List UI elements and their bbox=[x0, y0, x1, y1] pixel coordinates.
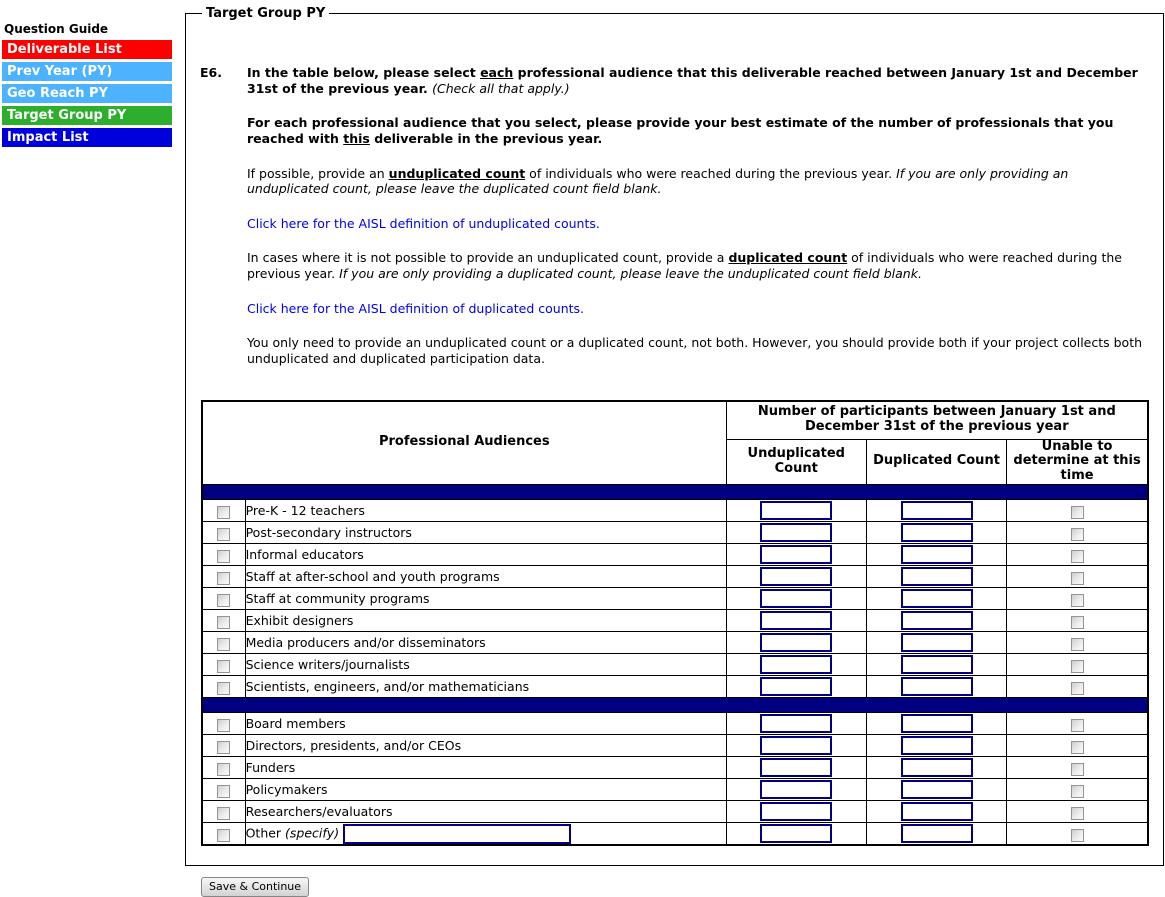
audience-label: Pre-K - 12 teachers bbox=[245, 500, 726, 522]
panel-legend: Target Group PY bbox=[206, 6, 326, 21]
col-header-unable-to-determine: Unable to determine at this time bbox=[1007, 439, 1148, 485]
audience-label: Funders bbox=[245, 757, 726, 779]
unduplicated-definition-link-row bbox=[247, 216, 1149, 232]
audience-select-checkbox[interactable] bbox=[217, 616, 230, 629]
table-row bbox=[202, 801, 1148, 823]
table-row-other bbox=[202, 823, 1148, 846]
duplicated-count-input[interactable] bbox=[901, 677, 973, 696]
question-paragraph-5: You only need to provide an unduplicated count or a duplicated count, not both. However, you should provide both if your project collects both unduplicated and duplicated participation data. bbox=[247, 335, 1143, 366]
unduplicated-count-input[interactable] bbox=[760, 736, 832, 755]
col-header-participants: Number of participants between January 1st and December 31st of the previous year bbox=[726, 401, 1148, 440]
duplicated-count-input[interactable] bbox=[901, 714, 973, 733]
duplicated-count-input[interactable] bbox=[901, 633, 973, 652]
other-label: Other bbox=[245, 825, 286, 841]
unduplicated-count-input[interactable] bbox=[760, 824, 832, 843]
unable-to-determine-checkbox[interactable] bbox=[1071, 785, 1084, 798]
duplicated-count-input[interactable] bbox=[901, 780, 973, 799]
audience-select-checkbox[interactable] bbox=[217, 719, 230, 732]
unable-to-determine-checkbox[interactable] bbox=[1071, 528, 1084, 541]
duplicated-count-input[interactable] bbox=[901, 802, 973, 821]
audience-select-checkbox[interactable] bbox=[217, 550, 230, 563]
audience-select-checkbox[interactable] bbox=[217, 638, 230, 651]
audience-select-checkbox[interactable] bbox=[217, 785, 230, 798]
table-row bbox=[202, 588, 1148, 610]
sidebar-title: Question Guide bbox=[4, 22, 109, 36]
audience-label: Policymakers bbox=[245, 779, 726, 801]
unduplicated-count-input[interactable] bbox=[760, 714, 832, 733]
unduplicated-count-input[interactable] bbox=[760, 802, 832, 821]
duplicated-count-input[interactable] bbox=[901, 545, 973, 564]
duplicated-count-input[interactable] bbox=[901, 824, 973, 843]
unable-to-determine-checkbox[interactable] bbox=[1071, 660, 1084, 673]
sidebar-item-deliverable-list[interactable]: Deliverable List bbox=[2, 40, 172, 59]
audience-select-checkbox[interactable] bbox=[217, 829, 230, 842]
audience-label: Science writers/journalists bbox=[245, 654, 726, 676]
unduplicated-count-input[interactable] bbox=[760, 633, 832, 652]
audience-label: Staff at after-school and youth programs bbox=[245, 566, 726, 588]
unduplicated-count-input[interactable] bbox=[760, 567, 832, 586]
audience-label: Exhibit designers bbox=[245, 610, 726, 632]
table-row bbox=[202, 544, 1148, 566]
sidebar-item-geo-reach-py[interactable]: Geo Reach PY bbox=[2, 84, 172, 103]
unduplicated-count-input[interactable] bbox=[760, 501, 832, 520]
sidebar-item-prev-year-py[interactable]: Prev Year (PY) bbox=[2, 62, 172, 81]
table-row bbox=[202, 632, 1148, 654]
target-group-py-panel bbox=[185, 6, 1164, 894]
table-header-row-1 bbox=[202, 401, 1148, 440]
question-number: E6. bbox=[200, 65, 222, 80]
unable-to-determine-checkbox[interactable] bbox=[1071, 829, 1084, 842]
sidebar-item-target-group-py[interactable]: Target Group PY bbox=[2, 106, 172, 125]
unable-to-determine-checkbox[interactable] bbox=[1071, 594, 1084, 607]
unable-to-determine-checkbox[interactable] bbox=[1071, 572, 1084, 585]
audience-select-checkbox[interactable] bbox=[217, 528, 230, 541]
unable-to-determine-checkbox[interactable] bbox=[1071, 506, 1084, 519]
table-row bbox=[202, 757, 1148, 779]
audience-select-checkbox[interactable] bbox=[217, 572, 230, 585]
audience-select-checkbox[interactable] bbox=[217, 506, 230, 519]
audience-label: Board members bbox=[245, 713, 726, 735]
unduplicated-count-input[interactable] bbox=[760, 677, 832, 696]
audience-label: Informal educators bbox=[245, 544, 726, 566]
duplicated-count-input[interactable] bbox=[901, 611, 973, 630]
col-header-unduplicated-count: Unduplicated Count bbox=[726, 439, 866, 485]
unduplicated-count-input[interactable] bbox=[760, 545, 832, 564]
unable-to-determine-checkbox[interactable] bbox=[1071, 763, 1084, 776]
audience-select-checkbox[interactable] bbox=[217, 741, 230, 754]
table-row bbox=[202, 779, 1148, 801]
duplicated-count-input[interactable] bbox=[901, 523, 973, 542]
duplicated-count-input[interactable] bbox=[901, 501, 973, 520]
table-row bbox=[202, 654, 1148, 676]
question-e6 bbox=[200, 65, 1149, 386]
question-paragraph-1: In the table below, please select each professional audience that this deliverable reached between January 1st and December 31st of the previous year. (Check all that apply.) bbox=[247, 65, 1138, 96]
audience-label: Staff at community programs bbox=[245, 588, 726, 610]
duplicated-count-input[interactable] bbox=[901, 589, 973, 608]
unable-to-determine-checkbox[interactable] bbox=[1071, 550, 1084, 563]
unduplicated-count-input[interactable] bbox=[760, 655, 832, 674]
audience-label: Directors, presidents, and/or CEOs bbox=[245, 735, 726, 757]
unable-to-determine-checkbox[interactable] bbox=[1071, 719, 1084, 732]
table-row bbox=[202, 735, 1148, 757]
unable-to-determine-checkbox[interactable] bbox=[1071, 616, 1084, 629]
audience-label: Scientists, engineers, and/or mathematicians bbox=[245, 676, 726, 698]
audience-select-checkbox[interactable] bbox=[217, 807, 230, 820]
question-paragraph-3: If possible, provide an unduplicated count of individuals who were reached during the previous year. If you are only providing an unduplicated count, please leave the duplicated count field blank. bbox=[247, 165, 1069, 197]
audience-label: Media producers and/or disseminators bbox=[245, 632, 726, 654]
unduplicated-definition-link[interactable]: Click here for the AISL definition of unduplicated counts. bbox=[247, 215, 600, 231]
other-specify-label: (specify) bbox=[285, 825, 340, 841]
unduplicated-count-input[interactable] bbox=[760, 523, 832, 542]
audience-label: Post-secondary instructors bbox=[245, 522, 726, 544]
duplicated-definition-link[interactable]: Click here for the AISL definition of duplicated counts. bbox=[247, 300, 585, 316]
duplicated-count-input[interactable] bbox=[901, 567, 973, 586]
duplicated-count-input[interactable] bbox=[901, 758, 973, 777]
question-paragraph-2: For each professional audience that you select, please provide your best estimate of the number of professionals that you reached with this deliverable in the previous year. bbox=[247, 115, 1114, 146]
col-header-duplicated-count: Duplicated Count bbox=[866, 439, 1006, 485]
table-row bbox=[202, 713, 1148, 735]
question-body bbox=[247, 65, 1149, 386]
unable-to-determine-checkbox[interactable] bbox=[1071, 807, 1084, 820]
audience-select-checkbox[interactable] bbox=[217, 594, 230, 607]
unduplicated-count-input[interactable] bbox=[760, 611, 832, 630]
audience-select-checkbox[interactable] bbox=[217, 682, 230, 695]
table-row bbox=[202, 566, 1148, 588]
duplicated-count-input[interactable] bbox=[901, 655, 973, 674]
table-row bbox=[202, 676, 1148, 698]
table-row bbox=[202, 522, 1148, 544]
question-guide-sidebar bbox=[2, 22, 172, 150]
unable-to-determine-checkbox[interactable] bbox=[1071, 741, 1084, 754]
table-row bbox=[202, 610, 1148, 632]
question-paragraph-4: In cases where it is not possible to provide an unduplicated count, provide a duplicated count of individuals who were reached during the previous year. If you are only providing a duplicated count, please leave the unduplicated count field blank. bbox=[247, 250, 1122, 281]
unduplicated-count-input[interactable] bbox=[760, 589, 832, 608]
duplicated-count-input[interactable] bbox=[901, 736, 973, 755]
sidebar-item-impact-list[interactable]: Impact List bbox=[2, 128, 172, 147]
unduplicated-count-input[interactable] bbox=[760, 780, 832, 799]
audiences-table bbox=[201, 400, 1149, 847]
audience-select-checkbox[interactable] bbox=[217, 660, 230, 673]
col-header-professional-audiences: Professional Audiences bbox=[202, 401, 726, 485]
audience-select-checkbox[interactable] bbox=[217, 763, 230, 776]
unable-to-determine-checkbox[interactable] bbox=[1071, 682, 1084, 695]
unable-to-determine-checkbox[interactable] bbox=[1071, 638, 1084, 651]
unduplicated-count-input[interactable] bbox=[760, 758, 832, 777]
other-specify-input[interactable] bbox=[343, 824, 571, 844]
save-and-continue-button[interactable]: Save & Continue bbox=[201, 877, 309, 897]
audience-label: Researchers/evaluators bbox=[245, 801, 726, 823]
table-row bbox=[202, 500, 1148, 522]
section-separator-bar bbox=[202, 485, 1148, 500]
duplicated-definition-link-row bbox=[247, 301, 1149, 317]
section-separator-bar bbox=[202, 698, 1148, 713]
